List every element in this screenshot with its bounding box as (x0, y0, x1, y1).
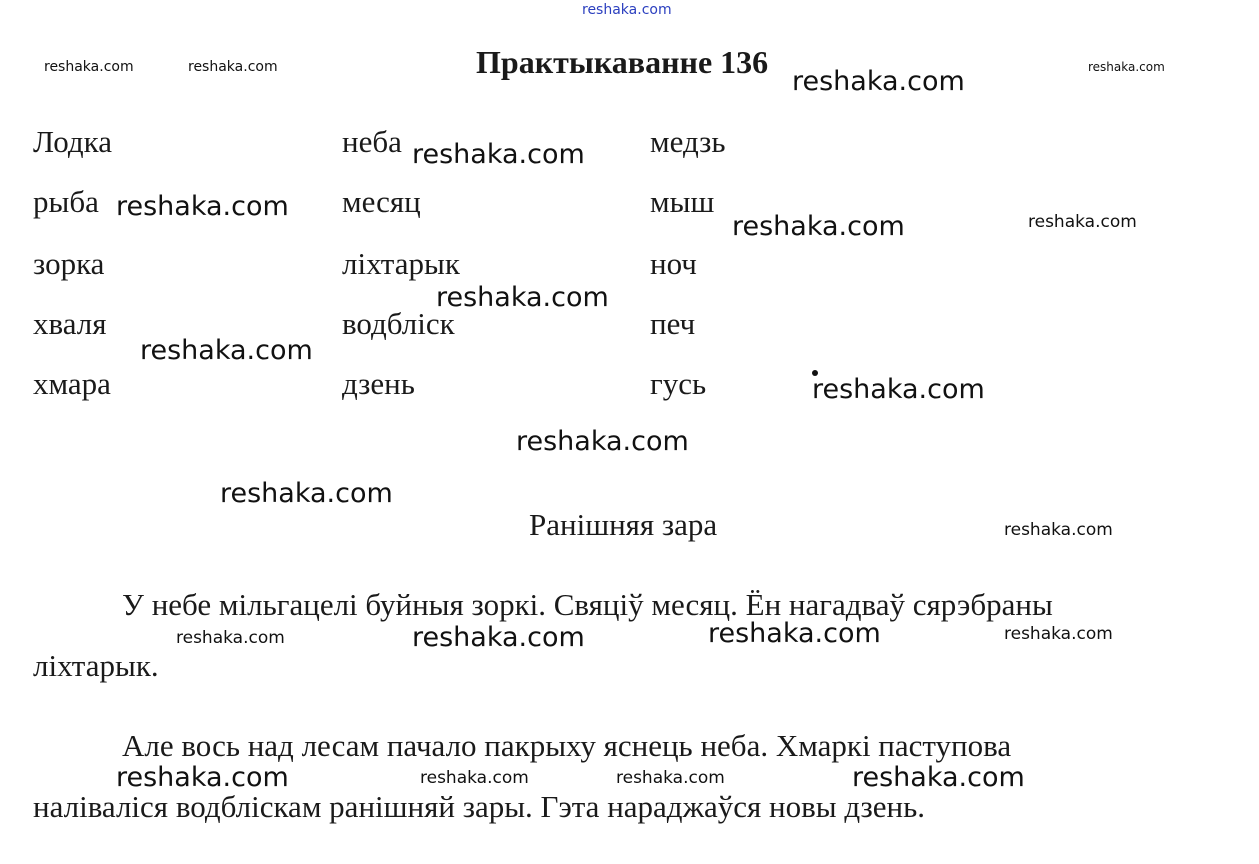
watermark: reshaka.com (188, 59, 278, 75)
watermark: reshaka.com (412, 139, 585, 170)
watermark: reshaka.com (1004, 624, 1113, 644)
word-col2-3: ліхтарык (342, 246, 460, 281)
word-col3-5: гусь (650, 366, 707, 401)
word-col2-2: месяц (342, 184, 421, 219)
paragraph2-line1: Але вось над лесам пачало пакрыху яснець неба. Хмаркі паступова (122, 728, 1012, 763)
watermark: reshaka.com (1028, 212, 1137, 232)
watermark: reshaka.com (116, 191, 289, 222)
word-col1-2: рыба (33, 184, 99, 219)
word-col3-4: печ (650, 306, 696, 341)
word-col1-5: хмара (33, 366, 111, 401)
watermark: reshaka.com (708, 618, 881, 649)
watermark: reshaka.com (420, 768, 529, 788)
watermark: reshaka.com (1004, 520, 1113, 540)
word-col3-1: медзь (650, 124, 726, 159)
paragraph1-line2: ліхтарык. (33, 648, 159, 683)
word-col3-3: ноч (650, 246, 697, 281)
watermark: reshaka.com (140, 335, 313, 366)
story-title: Ранішняя зара (529, 507, 718, 542)
word-col2-5: дзень (342, 366, 415, 401)
top-watermark-link[interactable]: reshaka.com (582, 2, 672, 18)
watermark: reshaka.com (176, 628, 285, 648)
watermark: reshaka.com (852, 762, 1025, 793)
exercise-title: Практыкаванне 136 (476, 44, 769, 80)
watermark: reshaka.com (516, 426, 689, 457)
watermark: reshaka.com (616, 768, 725, 788)
word-col1-1: Лодка (33, 124, 112, 159)
watermark: reshaka.com (412, 622, 585, 653)
word-col1-4: хваля (33, 306, 107, 341)
word-col3-2: мыш (650, 184, 715, 219)
word-col2-1: неба (342, 124, 402, 159)
watermark: reshaka.com (792, 66, 965, 97)
watermark: reshaka.com (436, 282, 609, 313)
watermark: reshaka.com (1088, 60, 1165, 74)
word-col1-3: зорка (33, 246, 105, 281)
word-col2-4: водбліск (342, 306, 455, 341)
watermark: reshaka.com (220, 478, 393, 509)
watermark: reshaka.com (116, 762, 289, 793)
paragraph2-line2: наліваліся водбліскам ранішняй зары. Гэта нараджаўся новы дзень. (33, 789, 925, 824)
watermark: reshaka.com (812, 374, 985, 405)
watermark: reshaka.com (732, 211, 905, 242)
watermark: reshaka.com (44, 59, 134, 75)
paragraph1-line1: У небе мільгацелі буйныя зоркі. Свяціў месяц. Ён нагадваў сярэбраны (122, 587, 1053, 622)
